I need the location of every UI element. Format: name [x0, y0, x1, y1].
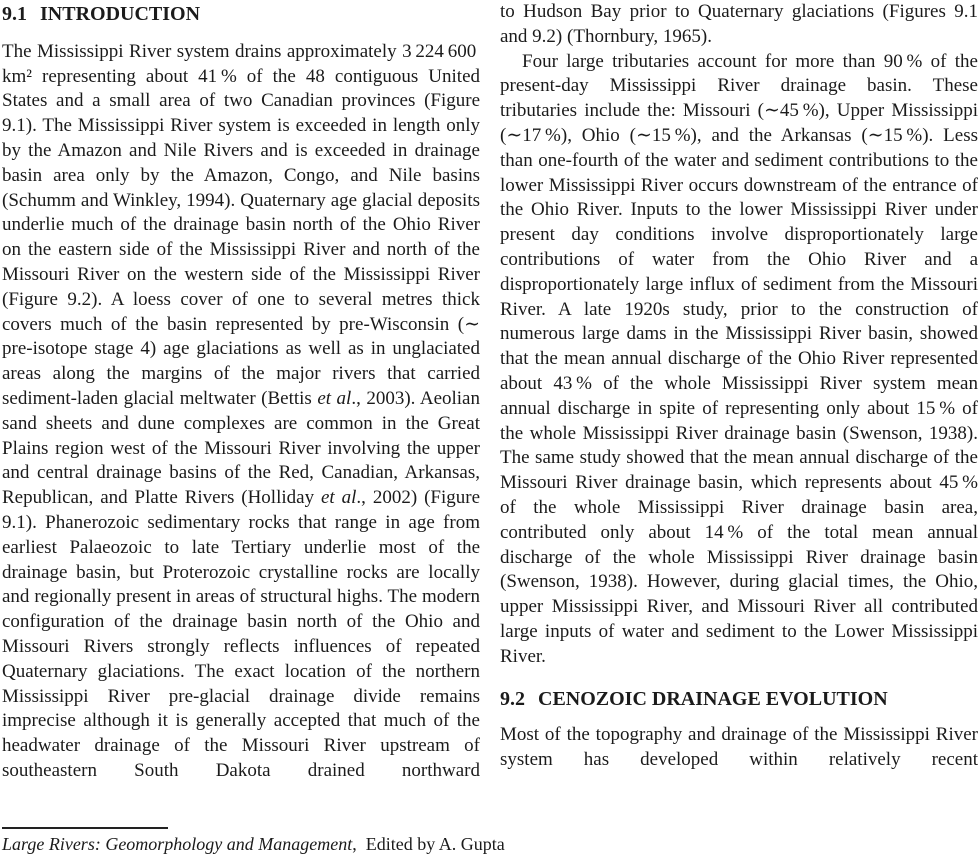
section-title: CENOZOIC DRAINAGE EVOLUTION — [538, 687, 888, 710]
section-heading-9-2 — [500, 687, 978, 712]
section-number: 9.1 — [2, 3, 27, 25]
left-column — [2, 0, 480, 784]
section-title: INTRODUCTION — [40, 3, 201, 25]
section-heading-9-1 — [2, 2, 480, 27]
introduction-paragraph: The Mississippi River system drains approximately 3 224 600 km² representing about 41 % of the 48 contiguous United States and a small area of two Canadian provinces (Figure 9.1). The Mississippi River system is exceeded in length only by the Amazon and Nile Rivers and is exceeded in drainage basin area only by the Amazon, Congo, and Nile basins (Schumm and Winkley, 1994). Quaternary age glacial deposits underlie much of the drainage basin north of the Ohio River on the eastern side of the Mississippi River and north of the Missouri River on the western side of the Mississippi River (Figure 9.2). A loess cover of one to several metres thick covers much of the basin represented by pre-Wisconsin (∼ pre-isotope stage 4) age glaciations as well as in unglaciated areas along the margins of the major rivers that carried sediment-laden glacial meltwater (Bettis et al., 2003). Aeolian sand sheets and dune complexes are common in the Great Plains region west of the Missouri River involving the upper and central drainage basins of the Red, Canadian, Arkansas, Republican, and Platte Rivers (Holliday et al., 2002) (Figure 9.1). Phanerozoic sedimentary rocks that range in age from earliest Palaeozoic to late Tertiary underlie most of the drainage basin, but Proterozoic crystalline rocks are locally and regionally present in areas of structural highs. The modern configuration of the drainage basin north of the Ohio and Missouri Rivers strongly reflects influences of repeated Quaternary glaciations. The exact location of the northern Mississippi River pre-glacial drainage divide remains imprecise although it is generally accepted that much of the headwater drainage of the Missouri River upstream of southeastern South Dakota drained northward — [2, 40, 481, 781]
cenozoic-paragraph: Most of the topography and drainage of the Mississippi River system has developed within relatively recent — [500, 724, 978, 771]
footnote-rule — [2, 827, 168, 829]
tributaries-paragraph: Four large tributaries account for more than 90 % of the present-day Mississippi River drainage basin. These tributaries include the: Missouri (∼45 %), Upper Mississippi (∼17 %), Ohio (∼15 %), and the Arkansas (∼15 %). Less than one-fourth of the water and sediment contributions to the lower Mississippi River occurs downstream of the entrance of the Ohio River. Inputs to the lower Mississippi River under present day conditions involve disproportionately large contributions of water from the Ohio River and a disproportionately large influx of sediment from the Missouri River. A late 1920s study, prior to the construction of numerous large dams in the Mississippi River basin, showed that the mean annual discharge of the Ohio River represented about 43 % of the whole Mississippi River system mean annual discharge in spite of representing only about 15 % of the whole Mississippi River drainage basin (Swenson, 1938). The same study showed that the mean annual discharge of the Missouri River drainage basin, which represents about 45 % of the whole Mississippi River drainage basin area, contributed only about 14 % of the total mean annual discharge of the whole Mississippi River drainage basin (Swenson, 1938). However, during glacial times, the Ohio, upper Mississippi River, and Missouri River all contributed large inputs of water and sediment to the Lower Mississippi River. — [500, 50, 978, 667]
footnote-text: Large Rivers: Geomorphology and Management, Edited by A. Gupta — [2, 834, 505, 854]
right-column — [500, 0, 978, 773]
continuation-paragraph: to Hudson Bay prior to Quaternary glaciations (Figures 9.1 and 9.2) (Thornbury, 1965). — [500, 1, 978, 47]
footnote — [2, 827, 505, 855]
section-number: 9.2 — [500, 687, 525, 710]
